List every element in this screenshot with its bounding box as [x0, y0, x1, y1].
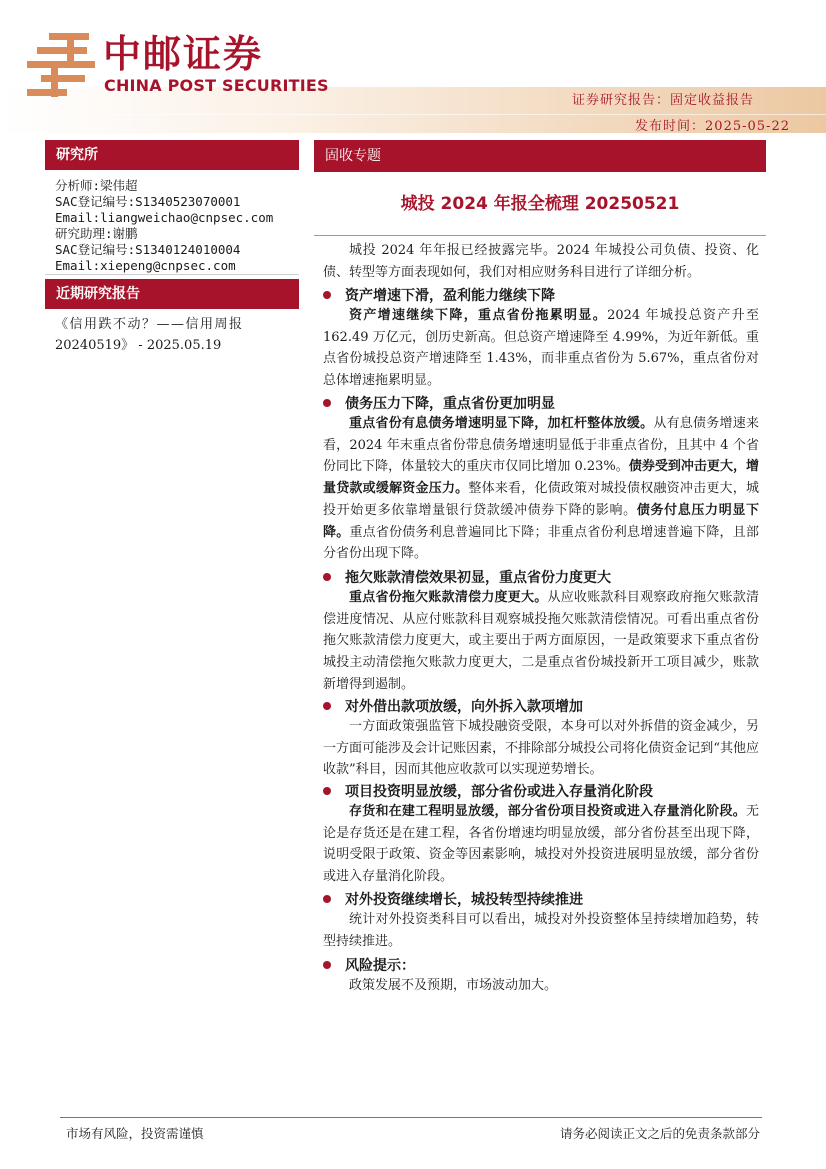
bullet-icon	[323, 399, 331, 407]
china-post-logo-icon	[27, 33, 95, 97]
section-heading: 对外投资继续增长，城投转型持续推进	[323, 889, 583, 911]
title-divider	[314, 235, 766, 236]
header-band-divider	[0, 114, 826, 115]
risk-paragraph: 政策发展不及预期，市场波动加大。	[349, 978, 558, 993]
section-heading: 项目投资明显放缓，部分省份或进入存量消化阶段	[323, 781, 653, 803]
analyst-line: SAC登记编号:S1340124010004	[55, 242, 241, 257]
section-paragraph: 重点省份拖欠账款清偿力度更大。从应收账款科目观察政府拖欠账款清偿进度情况、从应付账款科目观察城投拖欠账款清偿情况。可看出重点省份拖欠账款清偿力度更大，或主要出于两方面原因，一是政策要求下重点省份城投主动清偿拖欠账款力度更大，二是重点省份城投新开工项目减少，账款新增得到遏制。	[323, 590, 759, 692]
section-heading: 资产增速下滑，盈利能力继续下降	[323, 285, 555, 307]
bullet-icon	[323, 573, 331, 581]
bullet-icon	[323, 291, 331, 299]
section-paragraph: 存货和在建工程明显放缓，部分省份项目投资或进入存量消化阶段。无论是存货还是在建工程，各省份增速均明显放缓，部分省份甚至出现下降，说明受限于政策、资金等因素影响，城投对外投资进展明显放缓，部分省份或进入存量消化阶段。	[323, 804, 759, 885]
brand-name-cn: 中邮证券	[103, 32, 264, 76]
analyst-email[interactable]: Email:xiepeng@cnpsec.com	[55, 258, 236, 273]
bullet-icon	[323, 961, 331, 969]
section-paragraph: 重点省份有息债务增速明显下降，加杠杆整体放缓。从有息债务增速来看，2024 年末重点省份带息债务增速明显低于非重点省份，且其中 4 个省份同比下降，体量较大的重庆市仅同比增加 0.23%。债券受到冲击更大，增量贷款或缓解资金压力。整体来看，化债政策对城投债权融资冲击更大，城投开始更多依靠增量银行贷款缓冲债券下降的影响。债务付息压力明显下降。重点省份债务利息普遍同比下降；非重点省份利息增速普遍下降，且部分省份出现下降。	[323, 416, 759, 562]
bullet-icon	[323, 787, 331, 795]
recent-report-link[interactable]: 《信用跌不动？——信用周报	[55, 317, 244, 332]
document-title: 城投 2024 年报全梳理 20250521	[400, 194, 680, 214]
analyst-line: SAC登记编号:S1340523070001	[55, 194, 241, 209]
risk-heading: 风险提示：	[323, 955, 415, 977]
sidebar-divider	[45, 274, 299, 275]
institute-heading: 研究所	[45, 140, 299, 170]
analyst-line: 分析师:梁伟超	[55, 178, 138, 193]
intro-paragraph: 城投 2024 年年报已经披露完毕。2024 年城投公司负债、投资、化债、转型等方面表现如何，我们对相应财务科目进行了详细分析。	[323, 243, 759, 280]
bullet-icon	[323, 702, 331, 710]
bullet-icon	[323, 895, 331, 903]
section-label: 固收专题	[314, 140, 766, 172]
footer-disclaimer-note: 请务必阅读正文之后的免责条款部分	[559, 1126, 760, 1141]
footer-risk-note: 市场有风险，投资需谨慎	[66, 1126, 204, 1141]
report-type: 证券研究报告：固定收益报告	[571, 93, 754, 108]
publish-date: 发布时间：2025-05-22	[635, 119, 790, 134]
section-heading: 对外借出款项放缓，向外拆入款项增加	[323, 696, 583, 718]
recent-reports-heading: 近期研究报告	[45, 279, 299, 309]
section-paragraph: 一方面政策强监管下城投融资受限，本身可以对外拆借的资金减少，另一方面可能涉及会计记账因素，不排除部分城投公司将化债资金记到“其他应收款”科目，因而其他应收款可以实现逆势增长。	[323, 719, 759, 778]
footer-divider	[60, 1117, 762, 1118]
analyst-email[interactable]: Email:liangweichao@cnpsec.com	[55, 210, 274, 225]
section-heading: 拖欠账款清偿效果初显，重点省份力度更大	[323, 567, 611, 589]
section-paragraph: 统计对外投资类科目可以看出，城投对外投资整体呈持续增加趋势，转型持续推进。	[323, 912, 759, 949]
section-paragraph: 资产增速继续下降，重点省份拖累明显。2024 年城投总资产升至 162.49 万亿元，创历史新高。但总资产增速降至 4.99%，为近年新低。重点省份城投总资产增速降至 1.43%，而非重点省份为 5.67%，重点省份对总体增速拖累明显。	[323, 308, 759, 389]
analyst-line: 研究助理:谢鹏	[55, 226, 138, 241]
recent-report-date: 20240519》 - 2025.05.19	[55, 338, 222, 353]
section-heading: 债务压力下降，重点省份更加明显	[323, 393, 555, 415]
brand-name-en: CHINA POST SECURITIES	[104, 76, 329, 95]
